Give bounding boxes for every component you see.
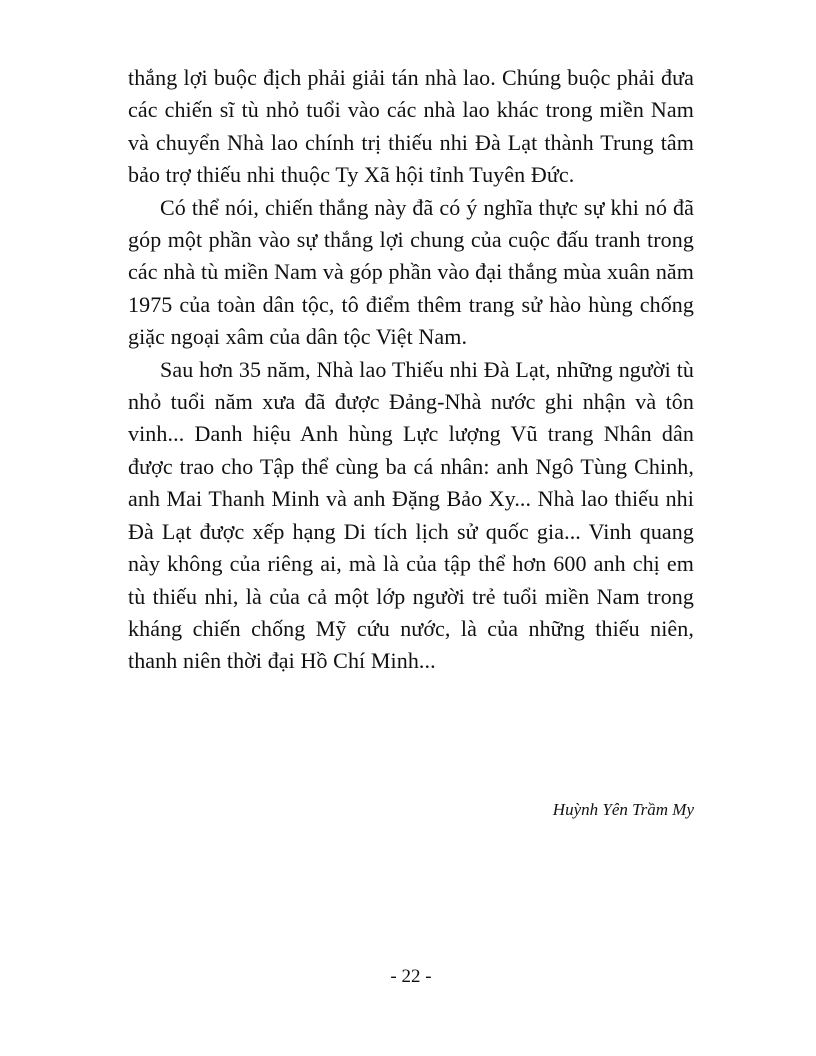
author-signature: Huỳnh Yên Trầm My bbox=[552, 800, 694, 819]
page-number: - 22 - bbox=[390, 966, 432, 987]
paragraph-significance: Có thể nói, chiến thắng này đã có ý nghĩa thực sự khi nó đã góp một phần vào sự thắng lợi chung của cuộc đấu tranh trong các nhà tù miền Nam và góp phần vào đại thắng mùa xuân năm 1975 của toàn dân tộc, tô điểm thêm trang sử hào hùng chống giặc ngoại xâm của dân tộc Việt Nam. bbox=[128, 194, 694, 350]
document-page bbox=[128, 0, 694, 1056]
paragraph-continuation: thắng lợi buộc địch phải giải tán nhà lao. Chúng buộc phải đưa các chiến sĩ tù nhỏ tuổi vào các nhà lao khác trong miền Nam và chuyển Nhà lao chính trị thiếu nhi Đà Lạt thành Trung tâm bảo trợ thiếu nhi thuộc Ty Xã hội tỉnh Tuyên Đức. bbox=[128, 65, 694, 188]
body-text bbox=[128, 62, 694, 678]
paragraph-honors: Sau hơn 35 năm, Nhà lao Thiếu nhi Đà Lạt, những người tù nhỏ tuổi năm xưa đã được Đảng-Nhà nước ghi nhận và tôn vinh... Danh hiệu Anh hùng Lực lượng Vũ trang Nhân dân được trao cho Tập thể cùng ba cá nhân: anh Ngô Tùng Chinh, anh Mai Thanh Minh và anh Đặng Bảo Xy... Nhà lao thiếu nhi Đà Lạt được xếp hạng Di tích lịch sử quốc gia... Vinh quang này không của riêng ai, mà là của tập thể hơn 600 anh chị em tù thiếu nhi, là của cả một lớp người trẻ tuổi miền Nam trong kháng chiến chống Mỹ cứu nước, là của những thiếu niên, thanh niên thời đại Hồ Chí Minh... bbox=[128, 356, 694, 674]
